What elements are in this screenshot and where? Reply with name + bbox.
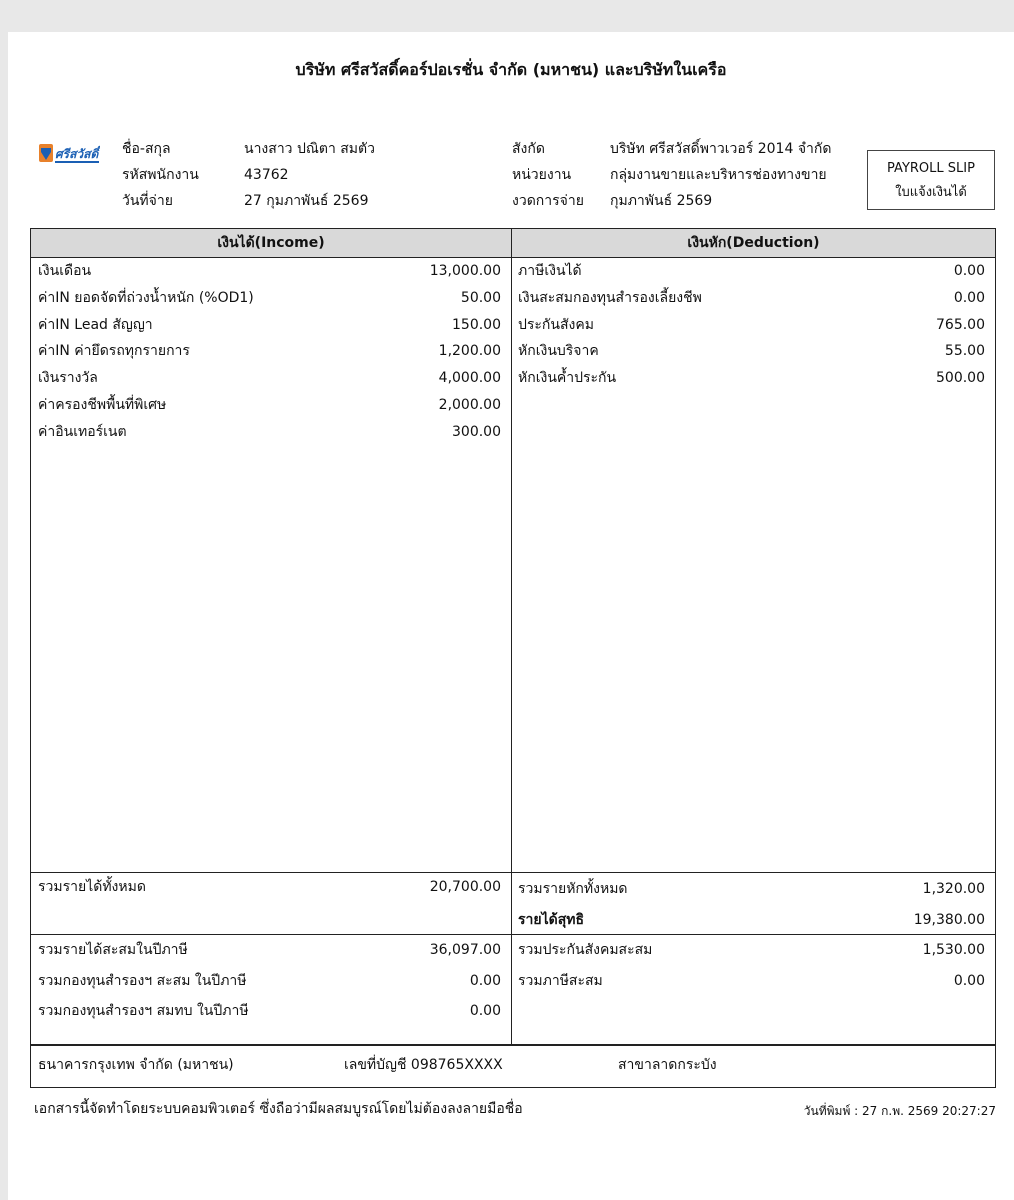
income-total-label: รวมรายได้ทั้งหมด (38, 879, 146, 895)
income-total-section (38, 874, 501, 901)
org-labels (512, 136, 584, 214)
deduction-row-label: หักเงินบริจาค (518, 343, 599, 360)
deduction-total-section (518, 874, 985, 936)
deduction-total-value: 1,320.00 (922, 881, 985, 897)
income-row-value: 2,000.00 (438, 396, 501, 413)
income-row (38, 419, 501, 446)
deduction-row (518, 338, 985, 365)
affiliation-label: สังกัด (512, 141, 545, 157)
deduction-row (518, 258, 985, 285)
company-logo (38, 140, 100, 166)
logo-text: ศรีสวัสดิ์ (55, 147, 99, 161)
income-total-row (38, 874, 501, 901)
bank-info-row (31, 1045, 995, 1085)
income-row (38, 258, 501, 285)
ytd-income-row-label: รวมรายได้สะสมในปีภาษี (38, 942, 188, 958)
payroll-slip-subtitle: ใบแจ้งเงินได้ (895, 185, 967, 200)
unit-label: หน่วยงาน (512, 167, 572, 183)
period-value: กุมภาพันธ์ 2569 (610, 193, 713, 209)
pay-date-value: 27 กุมภาพันธ์ 2569 (244, 193, 369, 209)
income-row-label: ค่าIN Lead สัญญา (38, 316, 153, 333)
payroll-slip-box (867, 150, 995, 210)
income-row-label: ค่าIN ยอดจัดที่ถ่วงน้ำหนัก (%OD1) (38, 289, 254, 306)
totals-divider (31, 872, 995, 873)
income-row (38, 338, 501, 365)
ytd-deduction-row-value: 0.00 (953, 972, 985, 989)
ytd-income-row (38, 996, 501, 1027)
income-row (38, 392, 501, 419)
income-header: เงินได้(Income) (217, 235, 325, 251)
unit-value: กลุ่มงานขายและบริหารช่องทางขาย (610, 167, 827, 183)
ytd-deduction-row-label: รวมประกันสังคมสะสม (518, 942, 653, 958)
net-income-label: รายได้สุทธิ (518, 912, 585, 928)
deduction-list (518, 258, 985, 392)
income-row-value: 4,000.00 (438, 370, 501, 387)
income-total-value: 20,700.00 (429, 879, 501, 895)
income-list (38, 258, 501, 446)
table-header (31, 229, 995, 258)
deduction-total-label: รวมรายหักทั้งหมด (518, 881, 628, 897)
deduction-row-value: 0.00 (953, 263, 985, 279)
net-income-value: 19,380.00 (913, 912, 985, 928)
deduction-row (518, 285, 985, 312)
ytd-income-row-value: 0.00 (469, 1003, 501, 1019)
deduction-row-label: เงินสะสมกองทุนสำรองเลี้ยงชีพ (518, 289, 702, 306)
company-title: บริษัท ศรีสวัสดิ์คอร์ปอเรชั่น จำกัด (มหาชน) และบริษัทในเครือ (295, 60, 727, 79)
ytd-income-row-label: รวมกองทุนสำรองฯ สมทบ ในปีภาษี (38, 1003, 249, 1019)
deduction-row-value: 500.00 (936, 370, 985, 387)
payroll-slip-page (8, 32, 1014, 1200)
ytd-deduction-row (518, 935, 985, 966)
income-row-value: 1,200.00 (438, 343, 501, 360)
income-row-label: เงินเดือน (38, 263, 92, 279)
income-row-label: ค่าครองชีพพื้นที่พิเศษ (38, 396, 167, 413)
employee-labels (122, 136, 199, 214)
ytd-income-row-value: 0.00 (469, 972, 501, 989)
deduction-row-value: 55.00 (944, 343, 985, 360)
bank-name: ธนาคารกรุงเทพ จำกัด (มหาชน) (38, 1057, 234, 1073)
income-row-label: ค่าอินเทอร์เนต (38, 423, 127, 440)
affiliation-value: บริษัท ศรีสวัสดิ์พาวเวอร์ 2014 จำกัด (610, 141, 832, 157)
deduction-row-value: 0.00 (953, 289, 985, 306)
employee-id-label: รหัสพนักงาน (122, 167, 199, 183)
ytd-deduction-row-label: รวมภาษีสะสม (518, 972, 603, 989)
ytd-income-row-label: รวมกองทุนสำรองฯ สะสม ในปีภาษี (38, 972, 247, 989)
deduction-header: เงินหัก(Deduction) (687, 235, 820, 251)
ytd-deduction-list (518, 935, 985, 996)
deduction-row-label: หักเงินค้ำประกัน (518, 370, 617, 387)
income-row (38, 312, 501, 339)
column-divider (511, 229, 512, 1045)
period-label: งวดการจ่าย (512, 193, 584, 209)
deduction-row-value: 765.00 (936, 316, 985, 333)
ytd-income-row (38, 966, 501, 997)
deduction-row-label: ภาษีเงินได้ (518, 263, 582, 279)
deduction-row (518, 312, 985, 339)
ytd-deduction-row (518, 966, 985, 997)
payroll-table (30, 228, 996, 1088)
income-row-label: เงินรางวัล (38, 370, 98, 387)
org-values (610, 136, 831, 214)
print-date: วันที่พิมพ์ : 27 ก.พ. 2569 20:27:27 (803, 1104, 996, 1118)
footer-note: เอกสารนี้จัดทำโดยระบบคอมพิวเตอร์ ซึ่งถือว่ามีผลสมบูรณ์โดยไม่ต้องลงลายมือชื่อ (34, 1101, 523, 1117)
pay-date-label: วันที่จ่าย (122, 193, 173, 209)
income-row-value: 13,000.00 (429, 263, 501, 279)
income-row-value: 300.00 (452, 423, 501, 440)
deduction-row (518, 365, 985, 392)
deduction-total-row (518, 874, 985, 905)
income-row (38, 365, 501, 392)
bank-branch: สาขาลาดกระบัง (618, 1057, 717, 1073)
name-value: นางสาว ปณิตา สมตัว (244, 141, 375, 157)
ytd-deduction-row-value: 1,530.00 (922, 942, 985, 958)
employee-id-value: 43762 (244, 167, 289, 183)
deduction-row-label: ประกันสังคม (518, 316, 594, 333)
bank-account: เลขที่บัญชี 098765XXXX (344, 1057, 503, 1073)
net-income-row (518, 905, 985, 936)
name-label: ชื่อ-สกุล (122, 141, 171, 157)
income-row-value: 50.00 (460, 289, 501, 306)
income-row (38, 285, 501, 312)
income-row-value: 150.00 (452, 316, 501, 333)
ytd-income-row (38, 935, 501, 966)
income-row-label: ค่าIN ค่ายึดรถทุกรายการ (38, 343, 190, 360)
employee-values (244, 136, 375, 214)
payroll-slip-title: PAYROLL SLIP (887, 161, 975, 176)
ytd-income-list (38, 935, 501, 1027)
ytd-income-row-value: 36,097.00 (429, 942, 501, 958)
